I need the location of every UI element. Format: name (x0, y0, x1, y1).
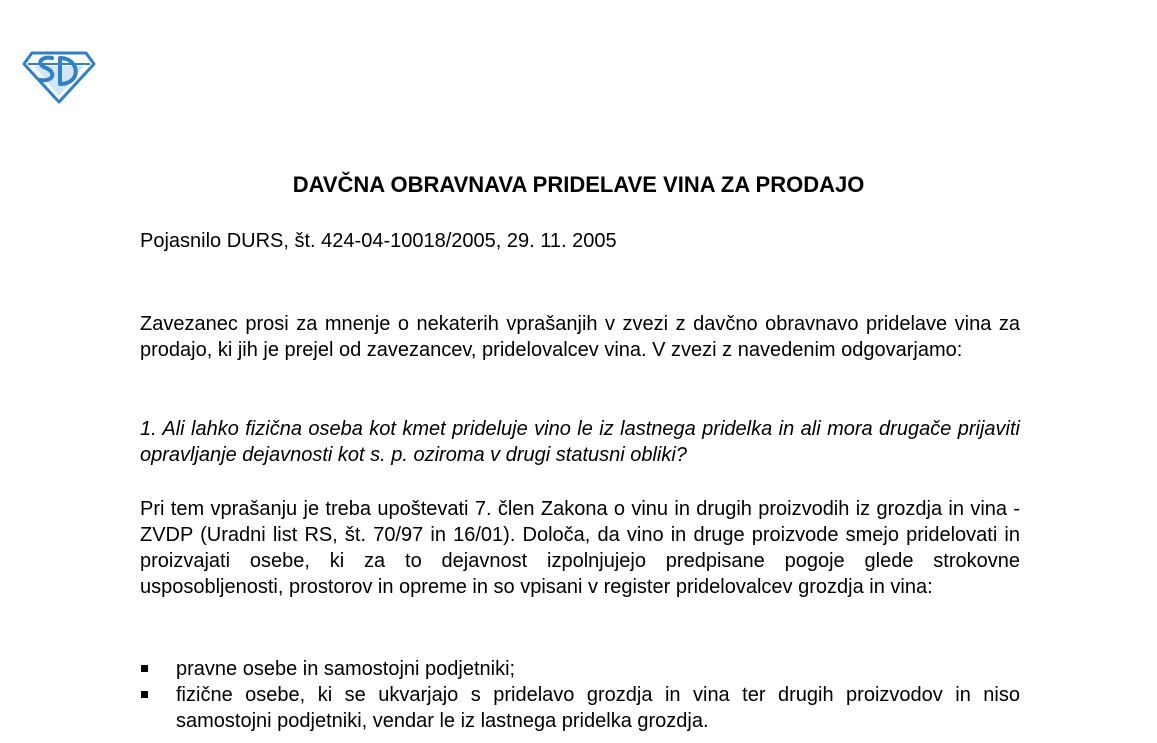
bullet-list (140, 656, 1020, 734)
list-item (140, 682, 1020, 734)
list-item-text: pravne osebe in samostojni podjetniki; (176, 658, 516, 680)
document-title: DAVČNA OBRAVNAVA PRIDELAVE VINA ZA PRODAJO (292, 172, 865, 197)
answer-paragraph: Pri tem vprašanju je treba upoštevati 7. člen Zakona o vinu in drugih proizvodih iz grozdja in vina - ZVDP (Uradni list RS, št. 70/97 in 16/01). Določa, da vino in druge proizvode smejo pridelovati in proizvajati osebe, ki za to dejavnost izpolnjujejo predpisane pogoje glede strokovne usposobljenosti, prostorov in opreme in so vpisani v register pridelovalcev grozdja in vina: (140, 498, 1020, 598)
document-reference: Pojasnilo DURS, št. 424-04-10018/2005, 29. 11. 2005 (140, 230, 617, 252)
square-bullet-icon (141, 665, 148, 672)
list-item (140, 656, 1020, 682)
sd-logo-icon (22, 50, 96, 104)
intro-paragraph: Zavezanec prosi za mnenje o nekaterih vprašanjih v zvezi z davčno obravnavo pridelave vina za prodajo, ki jih je prejel od zavezancev, pridelovalcev vina. V zvezi z navedenim odgovarjamo: (140, 313, 1020, 361)
list-item-text: fizične osebe, ki se ukvarjajo s pridelavo grozdja in vina ter drugih proizvodov in niso samostojni podjetniki, vendar le iz lastnega pridelka grozdja. (176, 684, 1020, 732)
square-bullet-icon (141, 691, 148, 698)
question-paragraph: 1. Ali lahko fizična oseba kot kmet prideluje vino le iz lastnega pridelka in ali mora drugače prijaviti opravljanje dejavnosti kot s. p. oziroma v drugi statusni obliki? (140, 418, 1020, 466)
